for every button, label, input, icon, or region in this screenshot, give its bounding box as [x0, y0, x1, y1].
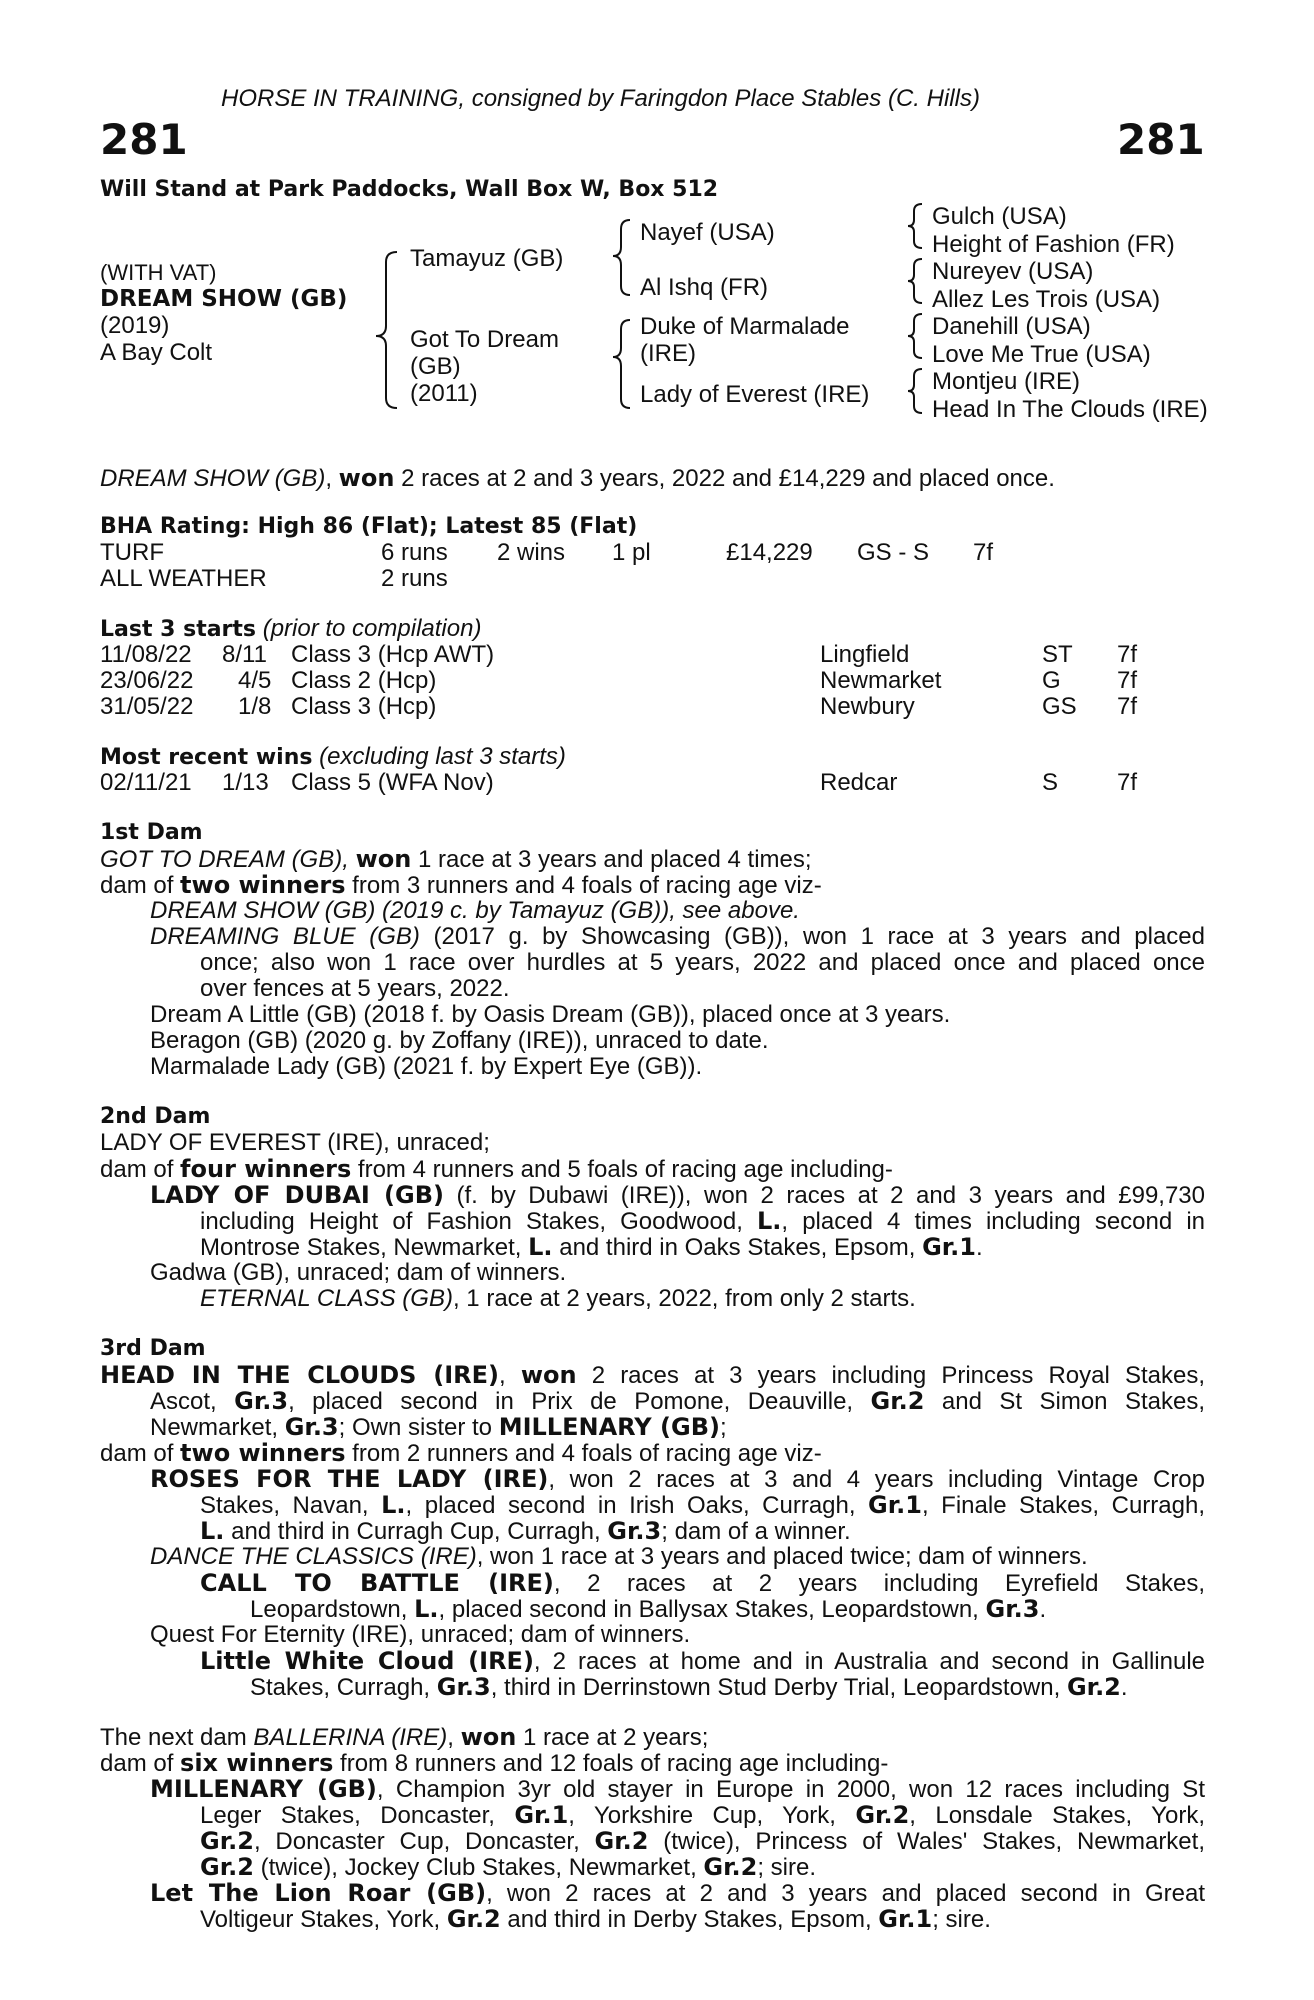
grade: Gr.3 — [284, 1413, 339, 1441]
text: and third in Curragh Cup, Curragh, — [224, 1518, 608, 1545]
first-dam-line1 — [100, 846, 812, 873]
turf-going: GS - S — [857, 539, 930, 566]
winners-count: six winners — [180, 1749, 334, 1777]
text: , 2 races at 2 years including Eyrefield Stakes, — [553, 1570, 1205, 1596]
grade: Gr.3 — [985, 1595, 1040, 1623]
offspring-dream-a-little: Dream A Little (GB) (2018 f. by Oasis Dream (GB)), placed once at 3 years. — [150, 1001, 951, 1028]
won-text: won — [460, 1723, 517, 1751]
grade: L. — [528, 1233, 553, 1261]
offspring-dreaming-blue-line2: once; also won 1 race over hurdles at 5 years, 2022 and placed once and placed once — [200, 950, 1205, 976]
lion-roar-line2 — [200, 1906, 991, 1933]
text: ; dam of a winner. — [661, 1518, 851, 1545]
text: . — [1039, 1596, 1047, 1623]
dam-name-line2: (GB) — [410, 353, 461, 380]
start-date: 23/06/22 — [100, 667, 194, 694]
horse-name: HEAD IN THE CLOUDS (IRE) — [100, 1362, 500, 1388]
text: , won 2 races at 3 and 4 years including Vintage Crop — [548, 1466, 1205, 1492]
first-dam-line2 — [100, 872, 822, 899]
dam-sire-line2: (IRE) — [640, 340, 696, 367]
dam-dam: Lady of Everest (IRE) — [640, 381, 870, 408]
text: from 2 runners and 4 foals of racing age viz- — [345, 1440, 822, 1467]
text: The next dam — [100, 1724, 254, 1751]
quest-eternity-line: Quest For Eternity (IRE), unraced; dam of winners. — [150, 1621, 691, 1648]
second-dam-line2 — [100, 1156, 893, 1183]
text: , Doncaster Cup, Doncaster, — [253, 1828, 595, 1854]
grade: Gr.2 — [200, 1828, 254, 1854]
text: , Lonsdale Stakes, York, — [909, 1802, 1205, 1828]
first-dam-heading: 1st Dam — [100, 820, 203, 845]
win-pos: 1/13 — [222, 769, 269, 796]
winners-count: four winners — [180, 1155, 352, 1183]
text: and third in Derby Stakes, Epsom, — [500, 1906, 879, 1933]
text: , placed 4 times including second in — [781, 1208, 1205, 1234]
won-text: won — [355, 845, 412, 873]
grade: Gr.2 — [446, 1905, 501, 1933]
text: , third in Derrinstown Stud Derby Trial, Leopardstown, — [490, 1674, 1067, 1701]
win-going: S — [1042, 769, 1059, 796]
third-dam-heading: 3rd Dam — [100, 1336, 206, 1361]
start-pos: 1/8 — [238, 693, 272, 720]
text: , placed second in Prix de Pomone, Deauville, — [288, 1388, 871, 1414]
text: ; sire. — [932, 1906, 991, 1933]
gadwa-line: Gadwa (GB), unraced; dam of winners. — [150, 1259, 567, 1286]
turf-wins: 2 wins — [497, 539, 566, 566]
start-class: Class 3 (Hcp) — [291, 693, 437, 720]
little-white-cloud-line2 — [250, 1674, 1128, 1701]
lot-number-left: 281 — [100, 115, 188, 164]
text: Voltigeur Stakes, York, — [200, 1906, 447, 1933]
text: , placed second in Irish Oaks, Curragh, — [405, 1492, 869, 1518]
turf-label: TURF — [100, 539, 164, 566]
horse-name: ETERNAL CLASS (GB) — [200, 1285, 453, 1312]
text: and third in Oaks Stakes, Epsom, — [552, 1234, 923, 1261]
grade: L. — [414, 1595, 439, 1623]
text: Montrose Stakes, Newmarket, — [200, 1234, 529, 1261]
foaling-year: (2019) — [100, 312, 170, 339]
start-pos: 8/11 — [222, 641, 267, 668]
start-course: Lingfield — [820, 641, 910, 668]
grade: Gr.2 — [1066, 1673, 1121, 1701]
last-starts-note: (prior to compilation) — [262, 615, 482, 642]
summary-sep: , — [325, 465, 332, 492]
race-summary — [100, 465, 1055, 492]
head-in-clouds-line1 — [100, 1362, 1205, 1388]
offspring-dream-show: DREAM SHOW (GB) (2019 c. by Tamayuz (GB)), see above. — [150, 897, 800, 924]
recent-wins-title: Most recent wins — [100, 745, 313, 770]
millenary-line2 — [200, 1802, 1205, 1828]
text: Stakes, Curragh, — [250, 1674, 437, 1701]
text: (twice), Jockey Club Stakes, Newmarket, — [253, 1854, 704, 1881]
dance-classics-line — [150, 1544, 1088, 1570]
gen3-5: Danehill (USA) — [932, 313, 1091, 340]
text: , 1 race at 2 years, 2022, from only 2 starts. — [452, 1285, 916, 1312]
last-starts-heading — [100, 616, 481, 643]
text: , 2 races at home and in Australia and second in Gallinule — [533, 1648, 1205, 1674]
text: ; Own sister to — [338, 1414, 499, 1441]
text: dam of — [100, 1750, 181, 1777]
grade: Gr.3 — [234, 1388, 289, 1414]
text: . — [1120, 1674, 1128, 1701]
gen3-7: Montjeu (IRE) — [932, 368, 1081, 395]
text: dam of — [100, 1156, 181, 1183]
text: 1 race at 3 years and placed 4 times; — [411, 846, 812, 873]
eternal-class-line — [200, 1286, 916, 1312]
grade: L. — [200, 1517, 225, 1545]
roses-line1 — [150, 1466, 1205, 1492]
aw-runs: 2 runs — [381, 565, 448, 592]
grade: L. — [381, 1492, 406, 1518]
vat-note: (WITH VAT) — [100, 260, 217, 285]
grade: Gr.2 — [200, 1853, 254, 1881]
start-pos: 4/5 — [238, 667, 272, 694]
grade: Gr.1 — [878, 1905, 933, 1933]
lady-of-dubai-line1 — [150, 1182, 1205, 1208]
text: 1 race at 2 years; — [516, 1724, 709, 1751]
gen3-3: Nureyev (USA) — [932, 258, 1094, 285]
horse-name: ROSES FOR THE LADY (IRE) — [150, 1466, 549, 1492]
gen3-6: Love Me True (USA) — [932, 341, 1151, 368]
won-text: won — [520, 1362, 577, 1388]
last-starts-title: Last 3 starts — [100, 617, 257, 642]
recent-wins-heading — [100, 744, 566, 771]
win-dist: 7f — [1117, 769, 1138, 796]
millenary-line4 — [200, 1854, 816, 1881]
grade: Gr.2 — [870, 1388, 925, 1414]
bracket-gen3 — [0, 0, 1, 1]
lot-number-right: 281 — [1117, 115, 1205, 164]
horse-name: MILLENARY (GB) — [150, 1776, 377, 1802]
dam-year: (2011) — [410, 380, 478, 407]
start-dist: 7f — [1117, 693, 1138, 720]
start-class: Class 2 (Hcp) — [291, 667, 437, 694]
grade: Gr.1 — [514, 1802, 569, 1828]
text: , won 1 race at 3 years and placed twice; dam of winners. — [476, 1543, 1088, 1570]
millenary-line1 — [150, 1776, 1205, 1802]
text: Leger Stakes, Doncaster, — [200, 1802, 515, 1828]
gen3-2: Height of Fashion (FR) — [932, 231, 1175, 258]
win-class: Class 5 (WFA Nov) — [291, 769, 494, 796]
horse-name: DANCE THE CLASSICS (IRE) — [150, 1543, 477, 1570]
summary-horse-name: DREAM SHOW (GB) — [100, 465, 326, 492]
start-date: 11/08/22 — [100, 641, 192, 668]
lady-of-dubai-line3 — [200, 1234, 983, 1261]
offspring-dreaming-blue-line1 — [150, 924, 1205, 950]
text: (2017 g. by Showcasing (GB)), won 1 race at 3 years and placed — [419, 924, 1205, 950]
text: , Finale Stakes, Curragh, — [921, 1492, 1205, 1518]
start-dist: 7f — [1117, 641, 1138, 668]
horse-name: MILLENARY (GB) — [498, 1413, 720, 1441]
turf-earnings: £14,229 — [726, 539, 813, 566]
lion-roar-line1 — [150, 1880, 1205, 1906]
start-date: 31/05/22 — [100, 693, 194, 720]
text: dam of — [100, 1440, 181, 1467]
horse-name: CALL TO BATTLE (IRE) — [200, 1570, 554, 1596]
start-going: G — [1042, 667, 1061, 694]
sire-sire: Nayef (USA) — [640, 219, 775, 246]
next-dam-line1 — [100, 1724, 708, 1751]
call-to-battle-line1 — [200, 1570, 1205, 1596]
grade: Gr.3 — [436, 1673, 491, 1701]
next-dam-line2 — [100, 1750, 888, 1777]
start-course: Newmarket — [820, 667, 942, 694]
consignor-line: HORSE IN TRAINING, consigned by Faringdon Place Stables (C. Hills) — [221, 85, 980, 112]
text: , Yorkshire Cup, York, — [568, 1802, 856, 1828]
dam-sire-line1: Duke of Marmalade — [640, 313, 850, 340]
text: from 4 runners and 5 foals of racing age including- — [351, 1156, 893, 1183]
horse-description: A Bay Colt — [100, 339, 213, 366]
lady-of-dubai-line2 — [200, 1208, 1205, 1234]
horse-name: DREAM SHOW (GB) — [100, 286, 348, 312]
offspring-beragon: Beragon (GB) (2020 g. by Zoffany (IRE)), unraced to date. — [150, 1027, 769, 1054]
dam-name: BALLERINA (IRE) — [253, 1724, 448, 1751]
millenary-line3 — [200, 1828, 1205, 1854]
turf-distance: 7f — [973, 539, 994, 566]
start-going: ST — [1042, 641, 1073, 668]
call-to-battle-line2 — [250, 1596, 1046, 1623]
gen3-1: Gulch (USA) — [932, 203, 1067, 230]
grade: L. — [757, 1208, 782, 1234]
aw-label: ALL WEATHER — [100, 565, 267, 592]
text: from 3 runners and 4 foals of racing age viz- — [345, 872, 822, 899]
text: Leopardstown, — [250, 1596, 415, 1623]
bha-rating: BHA Rating: High 86 (Flat); Latest 85 (Flat) — [100, 514, 638, 539]
text: . — [976, 1234, 983, 1261]
text: Newmarket, — [150, 1414, 285, 1441]
offspring-marmalade-lady: Marmalade Lady (GB) (2021 f. by Expert Eye (GB)). — [150, 1053, 703, 1080]
dam-name: GOT TO DREAM (GB), — [100, 846, 356, 873]
grade: Gr.3 — [607, 1517, 662, 1545]
sire-dam: Al Ishq (FR) — [640, 274, 769, 301]
text: 2 races at 3 years including Princess Royal Stakes, — [576, 1362, 1205, 1388]
text: , Champion 3yr old stayer in Europe in 2000, won 12 races including St — [376, 1776, 1205, 1802]
horse-name: LADY OF DUBAI (GB) — [150, 1182, 444, 1208]
gen3-4: Allez Les Trois (USA) — [932, 286, 1161, 313]
start-class: Class 3 (Hcp AWT) — [291, 641, 495, 668]
grade: Gr.2 — [855, 1802, 910, 1828]
head-in-clouds-line2 — [150, 1388, 1205, 1414]
gen3-8: Head In The Clouds (IRE) — [932, 396, 1208, 423]
text: (f. by Dubawi (IRE)), won 2 races at 2 and 3 years and £99,730 — [444, 1182, 1205, 1208]
turf-placed: 1 pl — [612, 539, 651, 566]
recent-wins-note: (excluding last 3 starts) — [319, 743, 566, 770]
text: , — [499, 1362, 521, 1388]
little-white-cloud-line1 — [200, 1648, 1205, 1674]
grade: Gr.1 — [922, 1233, 976, 1261]
horse-name: DREAMING BLUE (GB) — [150, 924, 420, 950]
start-course: Newbury — [820, 693, 915, 720]
text: (twice), Princess of Wales' Stakes, Newmarket, — [648, 1828, 1205, 1854]
win-course: Redcar — [820, 769, 898, 796]
grade: Gr.2 — [594, 1828, 649, 1854]
summary-rest: 2 races at 2 and 3 years, 2022 and £14,229 and placed once. — [401, 465, 1055, 492]
second-dam-line1: LADY OF EVEREST (IRE), unraced; — [100, 1129, 490, 1156]
start-going: GS — [1042, 693, 1077, 720]
text: dam of — [100, 872, 181, 899]
dam-name-line1: Got To Dream — [410, 326, 559, 353]
horse-name: Little White Cloud (IRE) — [200, 1648, 534, 1674]
stand-location: Will Stand at Park Paddocks, Wall Box W, Box 512 — [100, 177, 719, 202]
third-dam-produce-line — [100, 1440, 822, 1467]
horse-name: Let The Lion Roar (GB) — [150, 1880, 487, 1906]
grade: Gr.1 — [868, 1492, 922, 1518]
text: and St Simon Stakes, — [924, 1388, 1205, 1414]
text: , won 2 races at 2 and 3 years and placed second in Great — [486, 1880, 1205, 1906]
text: ; — [719, 1414, 727, 1441]
second-dam-heading: 2nd Dam — [100, 1104, 211, 1129]
roses-line2 — [200, 1492, 1205, 1518]
text: Stakes, Navan, — [200, 1492, 382, 1518]
win-date: 02/11/21 — [100, 769, 192, 796]
text: , placed second in Ballysax Stakes, Leopardstown, — [438, 1596, 986, 1623]
summary-won: won — [338, 464, 395, 492]
text: Ascot, — [150, 1388, 235, 1414]
start-dist: 7f — [1117, 667, 1138, 694]
winners-count: two winners — [180, 1439, 346, 1467]
roses-line3 — [200, 1518, 851, 1545]
head-in-clouds-line3 — [150, 1414, 727, 1441]
offspring-dreaming-blue-line3: over fences at 5 years, 2022. — [200, 975, 510, 1002]
grade: Gr.2 — [703, 1853, 758, 1881]
text: , — [447, 1724, 461, 1751]
text: from 8 runners and 12 foals of racing age including- — [333, 1750, 889, 1777]
sire-name: Tamayuz (GB) — [410, 245, 564, 272]
text: ; sire. — [757, 1854, 817, 1881]
turf-runs: 6 runs — [381, 539, 448, 566]
text: including Height of Fashion Stakes, Goodwood, — [200, 1208, 757, 1234]
winners-count: two winners — [180, 871, 346, 899]
